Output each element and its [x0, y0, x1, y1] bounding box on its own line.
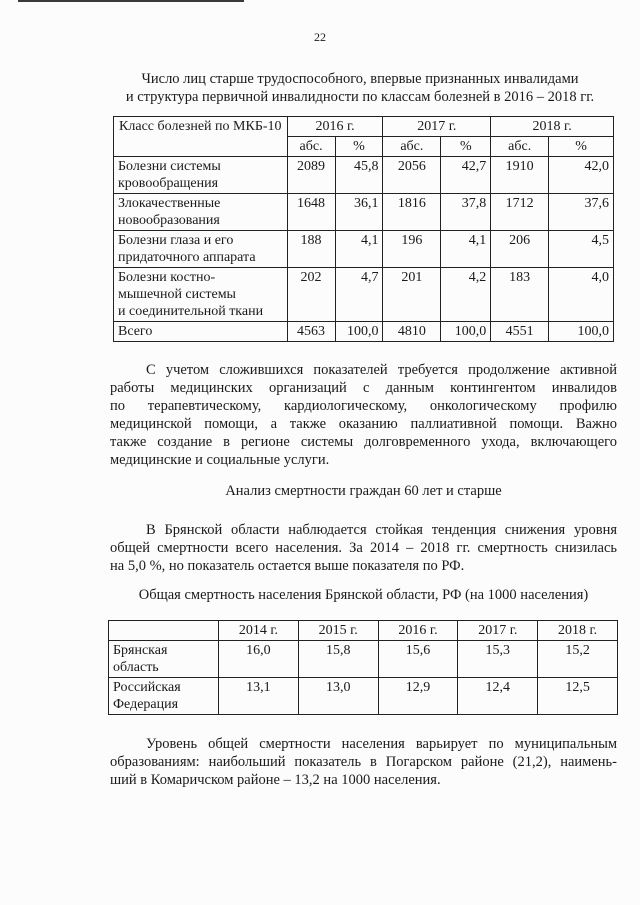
- row-label-line: область: [113, 660, 159, 675]
- abs-value-cell: 196: [383, 231, 441, 268]
- pct-value-cell: 4,7: [335, 268, 383, 322]
- pct-value-cell: 45,8: [335, 157, 383, 194]
- table1-caption-line: и структура первичной инвалидности по классам болезней в 2016 – 2018 гг.: [125, 89, 595, 105]
- paragraph-2: [110, 521, 617, 575]
- table1-caption-line: Число лиц старше трудоспособного, впервые признанных инвалидами: [141, 71, 579, 87]
- pct-value-cell: 37,8: [441, 194, 491, 231]
- top-rule: [18, 0, 244, 2]
- table-row: [114, 268, 614, 322]
- rate-value-cell: 15,6: [378, 641, 458, 678]
- header-year-cell: 2016 г.: [378, 621, 458, 641]
- row-label-line: Брянская: [113, 643, 168, 658]
- pct-value-cell: 4,1: [441, 231, 491, 268]
- pct-value-cell: 100,0: [549, 322, 614, 342]
- table-header-row: [114, 117, 614, 137]
- rate-value-cell: 12,5: [538, 678, 618, 715]
- rate-value-cell: 15,8: [298, 641, 378, 678]
- paragraph-line: С учетом сложившихся показателей требуется продолжение активной: [146, 362, 617, 378]
- disability-table: [113, 116, 614, 342]
- pct-value-cell: 36,1: [335, 194, 383, 231]
- pct-value-cell: 4,2: [441, 268, 491, 322]
- pct-value-cell: 42,7: [441, 157, 491, 194]
- row-label-cell: [114, 231, 288, 268]
- row-label-line: кровообращения: [118, 176, 219, 191]
- subheader-abs: абс.: [383, 137, 441, 157]
- paragraph-line: на 5,0 %, но показатель остается выше показателя по РФ.: [110, 558, 465, 574]
- abs-value-cell: 1712: [491, 194, 549, 231]
- pct-value-cell: 42,0: [549, 157, 614, 194]
- subheader-pct: %: [549, 137, 614, 157]
- pct-value-cell: 4,0: [549, 268, 614, 322]
- abs-value-cell: 2089: [287, 157, 335, 194]
- rate-value-cell: 12,9: [378, 678, 458, 715]
- row-label-cell: [114, 157, 288, 194]
- row-label-line: Болезни системы: [118, 159, 221, 174]
- abs-value-cell: 4810: [383, 322, 441, 342]
- paragraph-line: по терапевтическому, кардиологическому, онкологическому профилю: [110, 398, 617, 414]
- header-class-cell: Класс болезней по МКБ-10: [114, 117, 288, 157]
- abs-value-cell: 4551: [491, 322, 549, 342]
- subheader-abs: абс.: [287, 137, 335, 157]
- abs-value-cell: 1648: [287, 194, 335, 231]
- table-row: [114, 322, 614, 342]
- rate-value-cell: 15,3: [458, 641, 538, 678]
- table1-caption: [100, 70, 620, 106]
- row-label-line: Российская: [113, 680, 181, 695]
- abs-value-cell: 4563: [287, 322, 335, 342]
- paragraph-line: образованиям: наибольший показатель в Погарском районе (21,2), наимень-: [110, 754, 617, 770]
- abs-value-cell: 202: [287, 268, 335, 322]
- subheader-abs: абс.: [491, 137, 549, 157]
- paragraph-line: работы медицинских организаций с данным контингентом инвалидов: [110, 380, 617, 396]
- table-row: [114, 194, 614, 231]
- row-label-cell: [114, 268, 288, 322]
- header-year-cell: 2015 г.: [298, 621, 378, 641]
- row-label-line: и соединительной ткани: [118, 304, 264, 319]
- abs-value-cell: 1910: [491, 157, 549, 194]
- row-label-line: Федерация: [113, 697, 179, 712]
- subheader-pct: %: [441, 137, 491, 157]
- rate-value-cell: 13,0: [298, 678, 378, 715]
- subheader-pct: %: [335, 137, 383, 157]
- pct-value-cell: 100,0: [335, 322, 383, 342]
- rate-value-cell: 13,1: [219, 678, 299, 715]
- abs-value-cell: 183: [491, 268, 549, 322]
- row-label-line: Болезни костно-: [118, 270, 216, 285]
- paragraph-line: общей смертности всего населения. За 2014 – 2018 гг. смертность снизилась: [110, 540, 617, 556]
- table-row: [109, 678, 618, 715]
- abs-value-cell: 206: [491, 231, 549, 268]
- row-label-line: новообразования: [118, 213, 220, 228]
- paragraph-line: медицинской помощи, а также оказанию паллиативной помощи. Важно: [110, 416, 617, 432]
- header-year-cell: 2018 г.: [538, 621, 618, 641]
- abs-value-cell: 201: [383, 268, 441, 322]
- row-label-line: Злокачественные: [118, 196, 221, 211]
- row-label-cell: [114, 194, 288, 231]
- abs-value-cell: 1816: [383, 194, 441, 231]
- header-year-cell: 2018 г.: [491, 117, 614, 137]
- table-header-row: [109, 621, 618, 641]
- row-label-cell: [109, 678, 219, 715]
- row-label-line: мышечной системы: [118, 287, 236, 302]
- row-label-line: Болезни глаза и его: [118, 233, 234, 248]
- rate-value-cell: 16,0: [219, 641, 299, 678]
- mortality-table: [108, 620, 618, 715]
- header-year-cell: 2016 г.: [287, 117, 383, 137]
- table2-caption: Общая смертность населения Брянской области, РФ (на 1000 населения): [138, 587, 589, 603]
- pct-value-cell: 100,0: [441, 322, 491, 342]
- header-year-cell: 2017 г.: [458, 621, 538, 641]
- paragraph-line: медицинские и социальные услуги.: [110, 452, 330, 468]
- paragraph-1: [110, 361, 617, 469]
- page-number: 22: [314, 30, 326, 44]
- pct-value-cell: 4,5: [549, 231, 614, 268]
- paragraph-line: В Брянской области наблюдается стойкая тенденция снижения уровня: [146, 522, 617, 538]
- header-year-cell: 2014 г.: [219, 621, 299, 641]
- paragraph-line: Уровень общей смертности населения варьирует по муниципальным: [146, 736, 617, 752]
- row-label-cell: [114, 322, 288, 342]
- header-empty-cell: [109, 621, 219, 641]
- pct-value-cell: 37,6: [549, 194, 614, 231]
- rate-value-cell: 12,4: [458, 678, 538, 715]
- row-label-cell: [109, 641, 219, 678]
- table-row: [109, 641, 618, 678]
- rate-value-cell: 15,2: [538, 641, 618, 678]
- paragraph-line: также создание в регионе системы долговременного ухода, включающего: [110, 434, 617, 450]
- row-label-line: придаточного аппарата: [118, 250, 256, 265]
- table-row: [114, 231, 614, 268]
- pct-value-cell: 4,1: [335, 231, 383, 268]
- paragraph-line: ший в Комаричском районе – 13,2 на 1000 населения.: [110, 772, 441, 788]
- row-label-line: Всего: [118, 324, 153, 339]
- table-row: [114, 157, 614, 194]
- abs-value-cell: 188: [287, 231, 335, 268]
- section-heading: Анализ смертности граждан 60 лет и старше: [225, 483, 502, 499]
- paragraph-3: [110, 735, 617, 789]
- header-year-cell: 2017 г.: [383, 117, 491, 137]
- abs-value-cell: 2056: [383, 157, 441, 194]
